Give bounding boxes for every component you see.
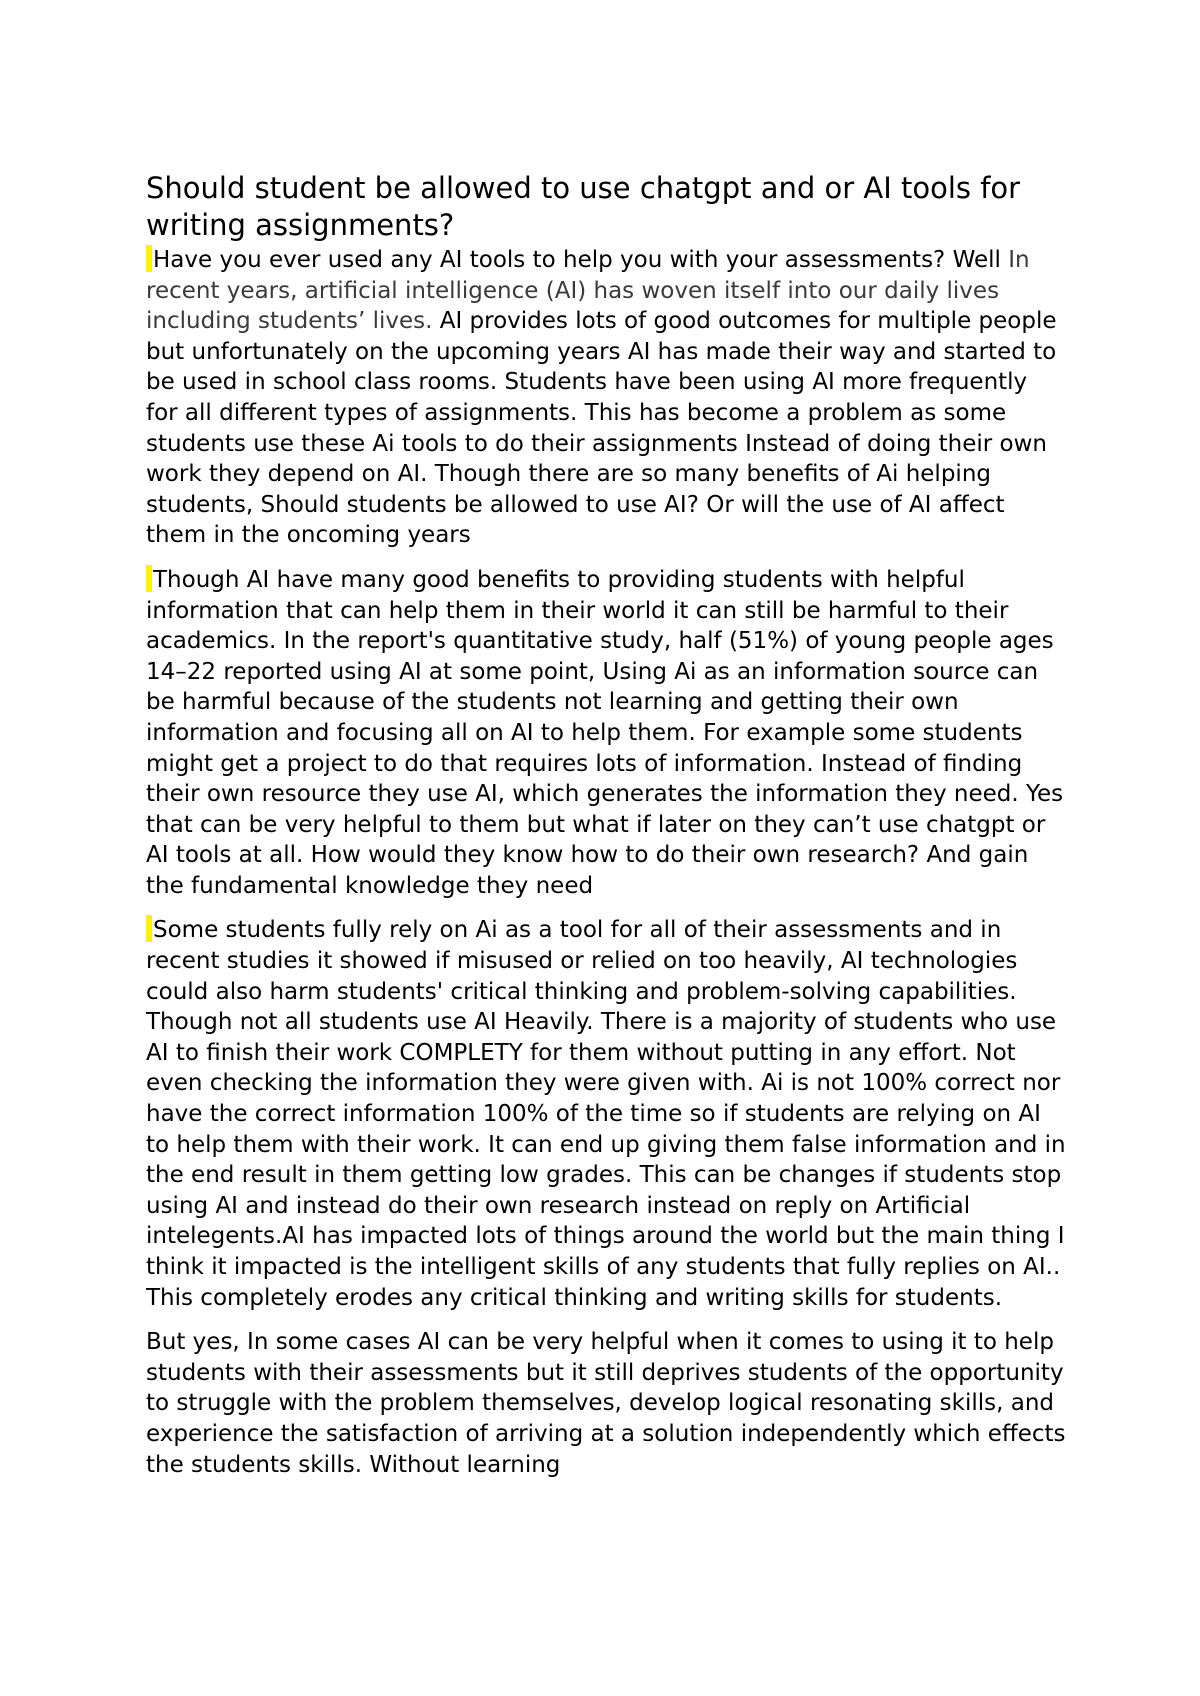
paragraph-4-text: But yes, In some cases AI can be very helpful when it comes to using it to help students with their assessments but it still deprives students of the opportunity to struggle with the problem themselves, develop logical resonating skills, and experience the satisfaction of arriving at a solution independently which effects the students skills. Without learning	[146, 1329, 1066, 1478]
paragraph-4	[146, 1327, 1066, 1480]
paragraph-3-text: Some students fully rely on Ai as a tool for all of their assessments and in recent studies it showed if misused or relied on too heavily, AI technologies could also harm students' critical thinking and problem-solving capabilities. Though not all students use AI Heavily. There is a majority of students who use AI to finish their work COMPLETY for them without putting in any effort. Not even checking the information they were given with. Ai is not 100% correct nor have the correct information 100% of the time so if students are relying on AI to help them with their work. It can end up giving them false information and in the end result in them getting low grades. This can be changes if students stop using AI and instead do their own research instead on reply on Artificial intelegents.AI has impacted lots of things around the world but the main thing I think it impacted is the intelligent skills of any students that fully replies on AI.. This completely erodes any critical thinking and writing skills for students.	[146, 917, 1066, 1311]
document-title: Should student be allowed to use chatgpt and or AI tools for writing assignments?	[146, 171, 1021, 242]
highlight-marker	[146, 915, 152, 942]
document-page	[146, 170, 1066, 1494]
highlight-marker	[146, 565, 152, 592]
paragraph-1	[146, 245, 1066, 551]
paragraph-2	[146, 565, 1066, 902]
paragraph-2-text: Though AI have many good benefits to providing students with helpful information that can help them in their world it can still be harmful to their academics. In the report's quantitative study, half (51%) of young people ages 14–22 reported using AI at some point, Using Ai as an information source can be harmful because of the students not learning and getting their own information and focusing all on AI to help them. For example some students might get a project to do that requires lots of information. Instead of finding their own resource they use AI, which generates the information they need. Yes that can be very helpful to them but what if later on they can’t use chatgpt or AI tools at all. How would they know how to do their own research? And gain the fundamental knowledge they need	[146, 566, 1064, 899]
paragraph-3	[146, 915, 1066, 1313]
paragraph-1-lead: Have you ever used any AI tools to help you with your assessments? Well	[153, 247, 1009, 273]
paragraph-1-rest: AI provides lots of good outcomes for multiple people but unfortunately on the upcoming years AI has made their way and started to be used in school class rooms. Students have been using AI more frequently for all different types of assignments. This has become a problem as some students use these Ai tools to do their assignments Instead of doing their own work they depend on AI. Though there are so many benefits of Ai helping students, Should students be allowed to use AI? Or will the use of AI affect them in the oncoming years	[146, 308, 1057, 549]
paragraph-1-grey-text: In recent years, artificial intelligence (AI) has woven itself into our daily lives including students’ lives.	[146, 247, 1030, 335]
highlight-marker	[146, 245, 152, 272]
